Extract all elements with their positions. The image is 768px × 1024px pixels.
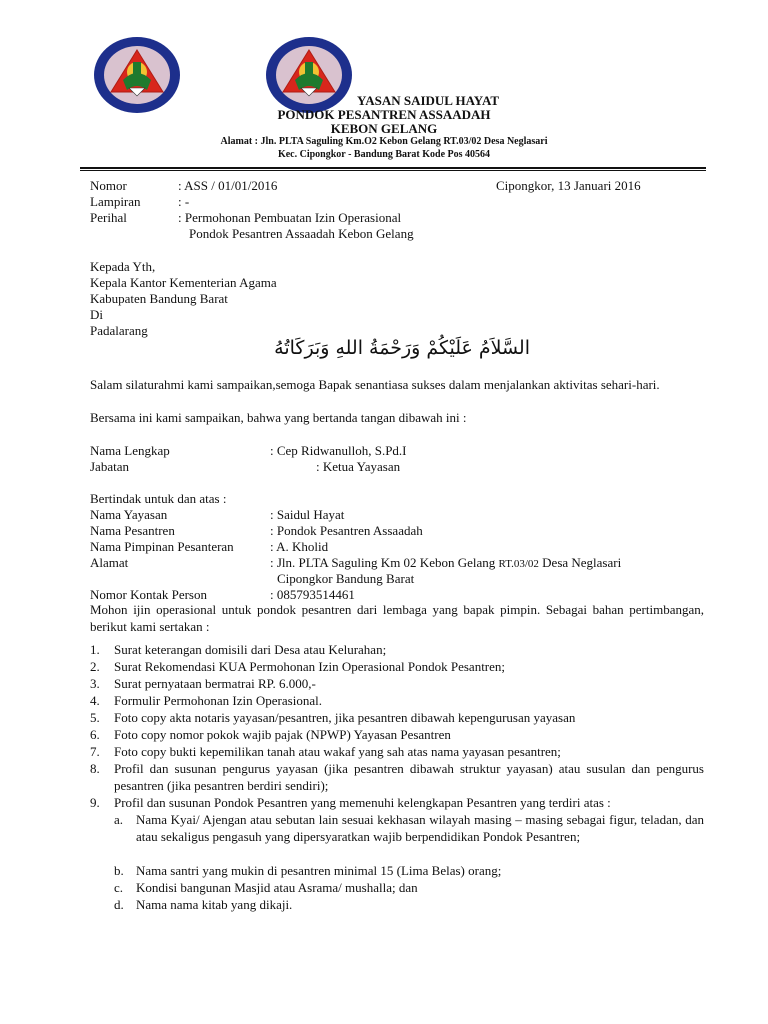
sub-item-letter: d. — [114, 897, 124, 912]
yayasan-label: Nama Yayasan — [90, 507, 168, 522]
request-paragraph: Mohon ijin operasional untuk pondok pesantren dari lembaga yang bapak pimpin. Sebagai bahan pertimbangan, berikut kami sertakan : — [90, 602, 704, 634]
sub-item-letter: a. — [114, 812, 124, 827]
letterhead-divider — [80, 170, 706, 171]
leader-value: : A. Kholid — [270, 539, 329, 554]
list-item: Surat Rekomendasi KUA Permohonan Izin Operasional Pondok Pesantren; — [114, 659, 506, 674]
pesantren-value: : Pondok Pesantren Assaadah — [270, 523, 423, 538]
lampiran-label: Lampiran — [90, 194, 141, 209]
address-street: : Jln. PLTA Saguling Km 02 Kebon Gelang — [270, 555, 499, 570]
perihal-value-2: Pondok Pesantren Assaadah Kebon Gelang — [189, 226, 414, 241]
list-item-number: 6. — [90, 727, 100, 742]
address-value — [270, 555, 621, 572]
address-value-2: Cipongkor Bandung Barat — [277, 571, 415, 586]
sub-item: Nama Kyai/ Ajengan atau sebutan lain sesuai kekhasan wilayah masing – masing sebagai figur, teladan, dan atau sekaligus pengasuh yang dipersyaratkan wajib berpendidikan Pondok Pesantren; — [136, 812, 704, 844]
list-item: Foto copy akta notaris yayasan/pesantren, jika pesantren dibawah kepengurusan yayasan — [114, 710, 576, 725]
list-item-number: 9. — [90, 795, 100, 810]
perihal-label: Perihal — [90, 210, 127, 225]
address-label: Alamat — [90, 555, 129, 570]
sub-item: Kondisi bangunan Masjid atau Asrama/ mushalla; dan — [136, 880, 418, 895]
list-item-number: 8. — [90, 761, 100, 776]
list-item: Profil dan susunan Pondok Pesantren yang memenuhi kelengkapan Pesantren yang terdiri atas : — [114, 795, 611, 810]
recipient-line: Kepala Kantor Kementerian Agama — [90, 275, 277, 290]
list-item: Foto copy nomor pokok wajib pajak (NPWP) Yayasan Pesantren — [114, 727, 451, 742]
recipient-line: Kabupaten Bandung Barat — [90, 291, 228, 306]
signatory-name-label: Nama Lengkap — [90, 443, 170, 458]
opening-paragraph-2: Bersama ini kami sampaikan, bahwa yang bertanda tangan dibawah ini : — [90, 410, 467, 425]
list-item-number: 1. — [90, 642, 100, 657]
list-item-number: 4. — [90, 693, 100, 708]
contact-label: Nomor Kontak Person — [90, 587, 207, 602]
pesantren-label: Nama Pesantren — [90, 523, 175, 538]
nomor-label: Nomor — [90, 178, 127, 193]
list-item: Surat keterangan domisili dari Desa atau Kelurahan; — [114, 642, 387, 657]
signatory-position-value: : Ketua Yayasan — [316, 459, 401, 474]
foundation-emblem-icon — [93, 36, 181, 114]
sub-item-letter: b. — [114, 863, 124, 878]
perihal-value: : Permohonan Pembuatan Izin Operasional — [178, 210, 402, 225]
letterhead-address-2: Kec. Cipongkor - Bandung Barat Kode Pos 40564 — [277, 149, 491, 160]
opening-paragraph: Salam silaturahmi kami sampaikan,semoga Bapak senantiasa sukses dalam menjalankan aktivitas sehari-hari. — [90, 377, 660, 392]
signatory-position-label: Jabatan — [90, 459, 129, 474]
address-village: Desa Neglasari — [538, 555, 622, 570]
sub-item: Nama santri yang mukin di pesantren minimal 15 (Lima Belas) orang; — [136, 863, 502, 878]
recipient-line: Kepada Yth, — [90, 259, 156, 274]
contact-value: : 085793514461 — [270, 587, 355, 602]
nomor-value: : ASS / 01/01/2016 — [178, 178, 278, 193]
list-item: Foto copy bukti kepemilikan tanah atau wakaf yang sah atas nama yayasan pesantren; — [114, 744, 561, 759]
place-date: Cipongkor, 13 Januari 2016 — [496, 178, 641, 193]
sub-item-letter: c. — [114, 880, 124, 895]
lampiran-value: : - — [178, 194, 190, 209]
yayasan-value: : Saidul Hayat — [270, 507, 345, 522]
list-item: Surat pernyataan bermatrai RP. 6.000,- — [114, 676, 316, 691]
list-item-number: 7. — [90, 744, 100, 759]
list-item-number: 3. — [90, 676, 100, 691]
list-item: Profil dan susunan pengurus yayasan (jika pesantren dibawah struktur yayasan) atau susulan dan pengurus pesantren (jika pesantren berdiri sendiri); — [114, 761, 704, 793]
list-item-number: 5. — [90, 710, 100, 725]
letterhead-divider — [80, 167, 706, 169]
signatory-name-value: : Cep Ridwanulloh, S.Pd.I — [270, 443, 407, 458]
recipient-line: Di — [90, 307, 103, 322]
acting-intro: Bertindak untuk dan atas : — [90, 491, 227, 506]
list-item: Formulir Permohonan Izin Operasional. — [114, 693, 322, 708]
letterhead-address: Alamat : Jln. PLTA Saguling Km.O2 Kebon Gelang RT.03/02 Desa Neglasari — [220, 136, 548, 147]
address-rt: RT.03/02 — [498, 558, 539, 570]
village-name: KEBON GELANG — [330, 121, 438, 136]
recipient-line: Padalarang — [90, 323, 148, 338]
school-name: PONDOK PESANTREN ASSAADAH — [277, 107, 491, 122]
sub-item: Nama nama kitab yang dikaji. — [136, 897, 293, 912]
arabic-greeting: السَّلاَمُ عَلَيْكُمْ وَرَحْمَةُ اللهِ وَبَرَكَاتُهُ — [274, 337, 530, 359]
org-name: YASAN SAIDUL HAYAT — [357, 93, 500, 108]
foundation-emblem-icon — [265, 36, 353, 114]
list-item-number: 2. — [90, 659, 100, 674]
leader-label: Nama Pimpinan Pesanteran — [90, 539, 234, 554]
